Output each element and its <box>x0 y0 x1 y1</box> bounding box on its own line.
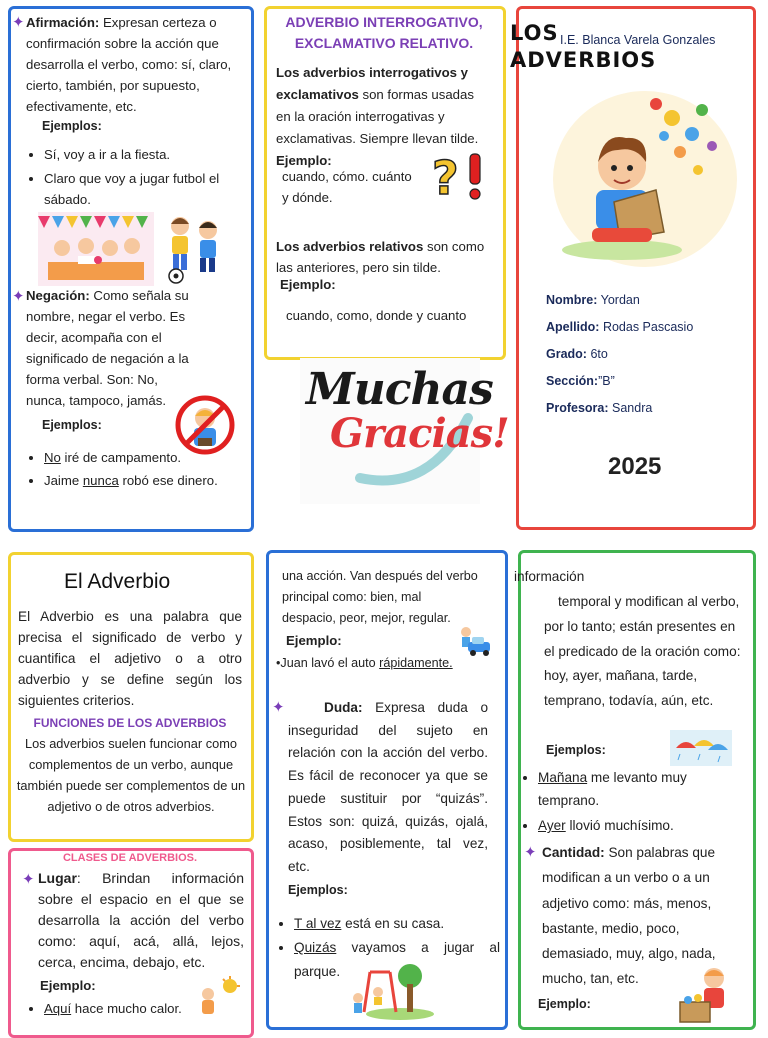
relativos-example: cuando, como, donde y cuanto <box>286 308 467 323</box>
field-grado: Grado: 6to <box>546 347 608 361</box>
cover-title: LOS ADVERBIOS <box>510 21 657 72</box>
field-apellido: Apellido: Rodas Pascasio <box>546 320 694 334</box>
el-adverbio-title: El Adverbio <box>64 570 171 593</box>
ejemplos-label: Ejemplos: <box>42 119 102 133</box>
field-profesora: Profesora: Sandra <box>546 401 653 415</box>
year: 2025 <box>608 453 662 480</box>
sparkle-icon: ✦ <box>272 699 285 716</box>
modo-paragraph: una acción. Van después del verbo principal como: bien, mal despacio, peor, mejor, regular. <box>282 569 478 625</box>
modo-example: •Juan lavó el auto rápidamente. <box>276 656 453 670</box>
gracias-text: Gracias! <box>330 410 509 457</box>
lugar-paragraph: Lugar: Brindan información sobre el espacio en el que se desarrolla la acción del verbo como: aquí, acá, allá, lejos, cerca, encima, debajo, etc. <box>38 870 244 970</box>
muchas-gracias-image <box>300 358 509 504</box>
lugar-examples <box>26 998 206 1019</box>
negacion-examples <box>26 447 232 491</box>
kids-soccer-illustration <box>162 212 228 286</box>
tiempo-examples <box>520 766 740 837</box>
list-item: • Sí, voy a ir a la fiesta. <box>44 144 226 165</box>
negacion-paragraph: Negación: Como señala su nombre, negar el verbo. Es decir, acompaña con el significado de negación a la forma verbal. Son: No, nunca, tampoco, jamás. <box>26 288 189 408</box>
muchas-text: Muchas <box>306 364 493 415</box>
ejemplo-label: Ejemplo: <box>286 633 342 648</box>
ejemplo-label: Ejemplo: <box>280 277 336 292</box>
funciones-title: FUNCIONES DE LOS ADVERBIOS <box>33 716 227 730</box>
svg-text:?: ? <box>432 151 459 205</box>
list-item: • Aquí hace mucho calor. <box>44 998 206 1019</box>
ejemplo-label: Ejemplo: <box>538 997 591 1011</box>
duda-paragraph: Duda: Expresa duda o inseguridad del sujeto en relación con la acción del verbo. Es fácil de reconocer ya que se puede sustituir por “quizás”. Estos son: quizá, quizás, ojalá, acaso, posiblemente, tal vez, etc. <box>288 700 488 874</box>
ejemplos-label: Ejemplos: <box>546 743 606 757</box>
tiempo-paragraph: temporal y modifican al verbo, por lo tanto; están presentes en el predicado de la oración como: hoy, ayer, mañana, tarde, temprano, todavía, aún, etc. <box>544 594 741 709</box>
question-exclamation-icon <box>430 150 490 206</box>
list-item: • Jaime nunca robó ese dinero. <box>44 470 232 491</box>
ejemplos-label: Ejemplos: <box>42 418 102 432</box>
el-adverbio-intro: El Adverbio es una palabra que precisa el significado de verbo y cuantifica el adjetivo o a otro adverbio y se define según los siguientes criterios. <box>18 609 242 708</box>
sparkle-icon: ✦ <box>12 288 25 305</box>
list-item: • Mañana me levanto muy temprano. <box>538 766 740 812</box>
afirmacion-paragraph: Afirmación: Expresan certeza o confirmación sobre la acción que desarrolla el verbo, como: sí, claro, cierto, también, por supuesto, efectivamente, etc. <box>26 15 232 114</box>
school-name: I.E. Blanca Varela Gonzales <box>560 33 716 47</box>
list-item: • Ayer llovió muchísimo. <box>538 814 740 837</box>
funciones-text: Los adverbios suelen funcionar como complementos de un verbo, aunque también puede ser complementos de un adjetivo o de otros adverbios. <box>16 736 246 814</box>
hot-sun-kid-illustration <box>194 976 240 1022</box>
list-item: • Claro que voy a jugar futbol el sábado. <box>44 168 226 210</box>
list-item: • T al vez está en su casa. <box>294 912 500 936</box>
field-seccion: Sección:”B” <box>546 374 615 388</box>
interrogativo-paragraph: Los adverbios interrogativos y exclamativos son formas usadas en la oración interrogativas y exclamativas. Siempre llevan tilde. Ejemplo: <box>276 65 479 168</box>
list-item: • No iré de campamento. <box>44 447 232 468</box>
boy-reading-illustration <box>552 90 738 268</box>
field-nombre: Nombre: Yordan <box>546 293 640 307</box>
rain-umbrella-illustration <box>670 730 732 766</box>
ejemplo-label: Ejemplo: <box>40 978 96 993</box>
sparkle-icon: ✦ <box>524 844 537 861</box>
ejemplos-label: Ejemplos: <box>288 883 348 897</box>
cantidad-paragraph: Cantidad: Son palabras que modifican a un verbo o a un adjetivo como: más, menos, bastante, medio, poco, demasiado, muy, algo, nada, mucho, tan, etc. <box>542 845 716 987</box>
sparkle-icon: ✦ <box>22 871 35 888</box>
list-item: • Quizás vayamos a jugar al parque. <box>294 936 500 984</box>
informacion-word: información <box>514 569 585 584</box>
boy-box-illustration <box>676 964 734 1024</box>
party-illustration <box>38 212 154 286</box>
clases-title: CLASES DE ADVERBIOS. <box>62 852 198 864</box>
interrogativo-example: cuando, cómo. cuánto y dónde. <box>282 169 412 205</box>
relativos-paragraph: Los adverbios relativos son como las anteriores, pero sin tilde. <box>276 239 485 275</box>
playground-illustration <box>350 962 434 1020</box>
interrogativo-title: ADVERBIO INTERROGATIVO, EXCLAMATIVO RELATIVO. <box>285 14 483 51</box>
sparkle-icon: ✦ <box>12 14 25 31</box>
student-info <box>546 290 746 419</box>
afirmacion-examples <box>26 144 226 210</box>
